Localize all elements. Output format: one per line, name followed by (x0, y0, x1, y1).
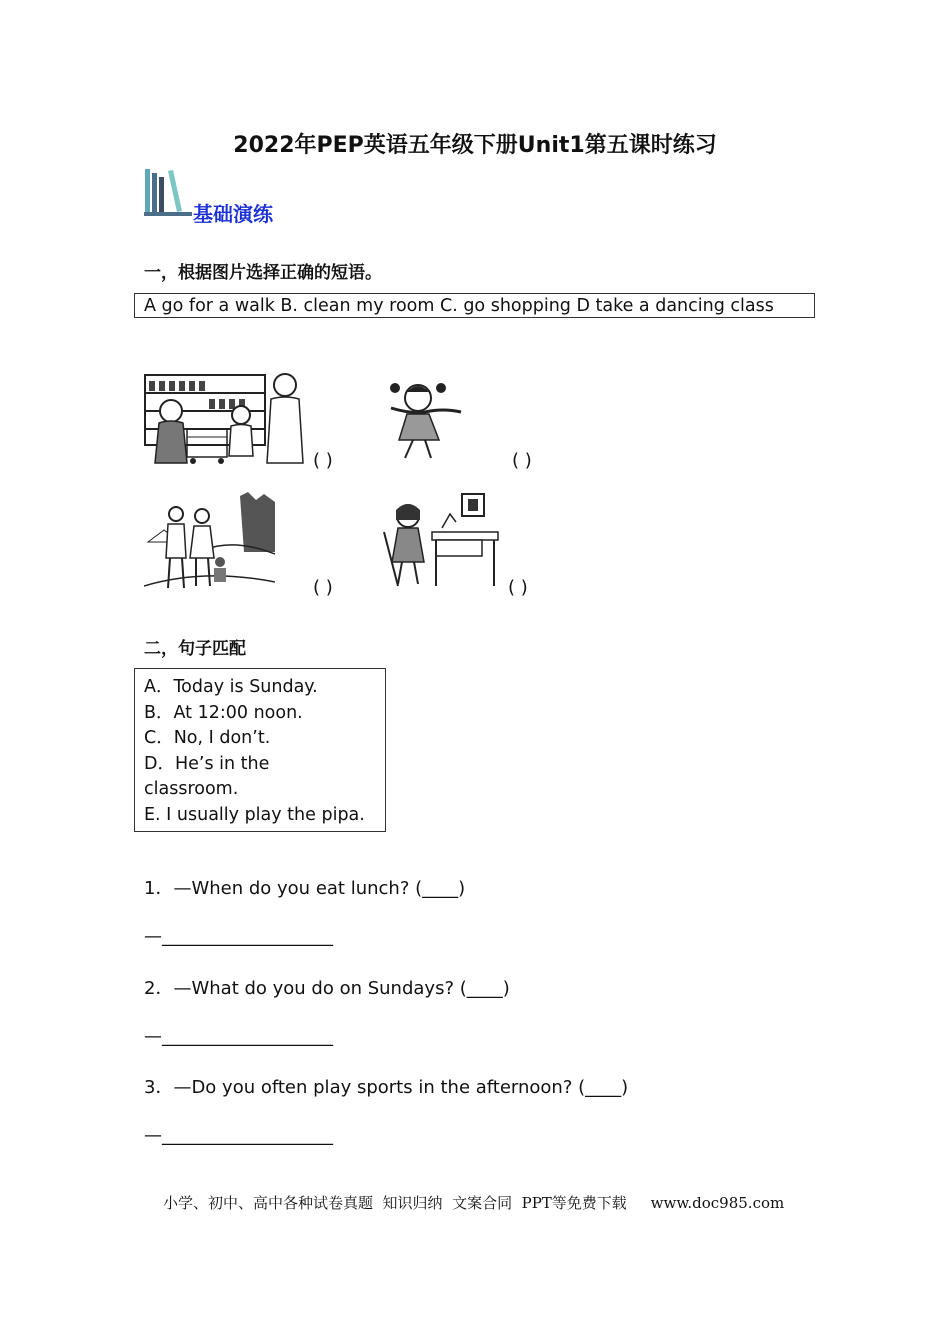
choice-c: C．No, I don’t. (144, 728, 271, 748)
choice-e: E. I usually play the pipa. (144, 804, 365, 825)
answer-blank-4[interactable]: ( ) (508, 577, 528, 598)
shopping-picture (143, 371, 311, 466)
choice-d: D．He’s in the classroom. (144, 753, 270, 799)
question-1: 1．—When do you eat lunch? (____) (144, 878, 466, 899)
dancing-picture (381, 378, 465, 462)
page-title: 2022年PEP英语五年级下册Unit1第五课时练习 (233, 133, 717, 158)
answer-blank-1[interactable]: ( ) (313, 450, 333, 471)
question-3: 3．—Do you often play sports in the afternoon? (____) (144, 1077, 629, 1098)
books-icon (142, 167, 194, 219)
choice-b: B．At 12:00 noon. (144, 702, 303, 723)
section-label: 基础演练 (193, 202, 273, 226)
footer-text: 小学、初中、高中各种试卷真题 知识归纳 文案合同 PPT等免费下载 www.doc985.com (163, 1194, 785, 1212)
answer-line-1[interactable]: —___________________ (144, 926, 333, 947)
match-choices-box (134, 668, 386, 832)
clean-room-picture (378, 492, 500, 588)
question-2: 2．—What do you do on Sundays? (____) (144, 978, 510, 999)
choice-a: A．Today is Sunday. (144, 677, 318, 697)
answer-blank-2[interactable]: ( ) (512, 450, 532, 471)
options-box: A go for a walk B. clean my room C. go shopping D take a dancing class (134, 293, 815, 318)
walk-picture (144, 492, 275, 592)
part2-heading: 二，句子匹配 (144, 639, 246, 659)
answer-line-2[interactable]: —___________________ (144, 1026, 333, 1047)
answer-line-3[interactable]: —___________________ (144, 1125, 333, 1146)
part1-heading: 一，根据图片选择正确的短语。 (144, 263, 382, 283)
answer-blank-3[interactable]: ( ) (313, 577, 333, 598)
